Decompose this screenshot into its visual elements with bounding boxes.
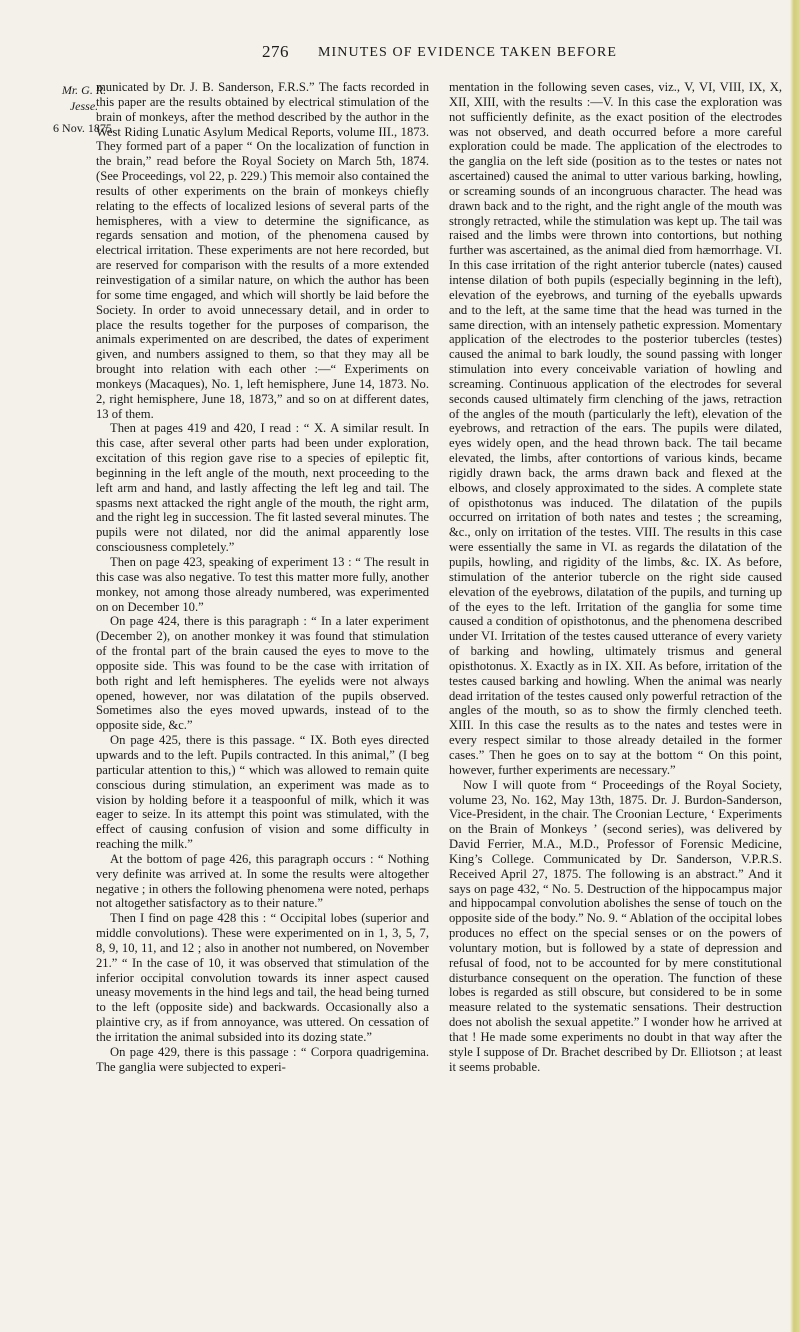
margin-date: 6 Nov. 1875.	[53, 121, 115, 135]
margin-speaker: Mr. G. R. Jesse.	[61, 83, 107, 113]
scan-edge	[790, 0, 800, 1332]
paragraph: municated by Dr. J. B. Sanderson, F.R.S.” The facts recorded in this paper are the results obtained by electrical stimulation of the brain of monkeys, after the method described by the author in the West Riding Lunatic Asylum Medical Reports, volume III., 1873. They formed part of a paper “ On the localization of function in the brain,” read before the Royal Society on March 5th, 1874. (See Proceedings, vol 22, p. 229.) This memoir also contained the results of other experiments on the brain of monkeys chiefly relating to the effects of localized lesions of several parts of the hemispheres, with a view to determine the significance, as regards sensation and motion, of the phenomena caused by electrical irritation. These experiments are not here recorded, but are reserved for comparison with the results of a more extended reinvestigation of a similar nature, on which the author has been for some time engaged, and which will shortly be laid before the Society. In order to avoid unnecessary detail, and in order to place the results together for the purposes of comparison, the animals experimented on are described, the dates of experiment given, and numbers assigned to them, so that they may all be brought into relation with each other :—“ Experiments on monkeys (Macaques), No. 1, left hemisphere, June 14, 1873. No. 2, right hemisphere, June 18, 1873,” and so on at different dates, 13 of them.	[96, 80, 429, 421]
paragraph: Now I will quote from “ Proceedings of the Royal Society, volume 23, No. 162, May 13th, 1875. Dr. J. Burdon-Sanderson, Vice-President, in the chair. The Croonian Lecture, ‘ Experiments on the Brain of Monkeys ’ (second series), was delivered by David Ferrier, M.A., M.D., Professor of Forensic Medicine, King’s College. Communicated by Dr. Sanderson, V.P.R.S. Received April 27, 1875. The following is an abstract.” And it says on page 432, “ No. 5. Destruction of the hippocampus major and hippocampal convolution abolishes the sense of touch on the opposite side of the body.” No. 9. “ Ablation of the occipital lobes produces no effect on the special senses or on the powers of voluntary motion, but is followed by a state of depression and refusal of food, not to be accounted for by mere constitutional disturbance consequent on the operation. The function of these lobes is regarded as still obscure, but considered to be in some measure related to the systematic sensations. Their destruction does not abolish the sexual appetite.” I wonder how he arrived at that ! He made some experiments no doubt in that way after the style I suppose of Dr. Brachet described by Dr. Elliotson ; at least it seems probable.	[449, 777, 782, 1074]
page-number: 276	[262, 42, 289, 61]
paragraph: Then I find on page 428 this : “ Occipital lobes (superior and middle convolutions). These were experimented on in 1, 3, 5, 7, 8, 9, 10, 11, and 12 ; also in another not numbered, on November 21.” “ In the case of 10, it was observed that stimulation of the inferior occipital convolution towards its inner aspect caused uneasy movements in the hind legs and tail, the head being turned to the left (opposite side) and backwards. Occasionally also a plaintive cry, as if from annoyance, was uttered. On cessation of the irritation the animal subsided into its dozing state.”	[96, 911, 429, 1044]
paragraph: mentation in the following seven cases, viz., V, VI, VIII, IX, X, XII, XIII, with the results :—V. In this case the exploration was not sufficiently definite, as the exact position of the electrodes was not observed, and death occurred before a more careful exploration could be made. The application of the electrodes to the ganglia on the left side (position as to the testes or nates not ascertained) caused the animal to utter various barking, howling, or screaming sounds of an incongruous character. The head was drawn back and to the right, and the right angle of the mouth was strongly retracted, while the stimulation was kept up. The tail was raised and the limbs were thrown into contortions, but nothing further was ascertained, as the animal died from hæmorrhage. VI. In this case irritation of the right anterior tubercle (nates) caused intense dilation of both pupils (especially beginning in the left), elevation of the eyebrows, and turning of the eyeballs upwards and to the left, at the same time that the head was turned in the same direction, with an intensely pathetic expression. Momentary application of the electrodes to the posterior tubercles (testes) caused the animal to bark loudly, the sound passing with longer stimulation into every conceivable variation of howling and screaming. Continuous application of the electrodes for several seconds caused ultimately firm clenching of the jaws, retraction of the angles of the mouth (particularly the left), elevation of the eyebrows, and retraction of the ears. The pupils were dilated, eyes widely open, and the head thrown back. The tail became elevated, the limbs, after contortions of various kinds, became rigidly drawn back, the arms drawn back and flexed at the elbows, and closely approximated to the sides. A complete state of opisthotonus was induced. The dilatation of the pupils occurred on irritation of both nates and testes ; the screaming, &c., only on irritation of the testes. VIII. The results in this case were essentially the same in VI. as regards the dilatation of the pupils, howling, and rigidity of the limbs, &c. IX. As before, stimulation of the anterior tubercle on the right side caused elevation of the eyebrows, dilatation of the pupils, and turning up of the eyes to the left. Irritation of the ganglia for some time caused a condition of opisthotonus, and the phenomena described under VI. Irritation of the testes caused utterance of every variety of barking and howling, ultimately trismus and general opisthotonus. X. Exactly as in IX. XII. As before, irritation of the testes caused barking and howling. When the animal was nearly dead irritation of the testes caused only powerful retraction of the angles of the mouth, so as to show the firmly clenched teeth. XIII. In this case the results as to the nates and testes were in every respect similar to those already detailed in the former cases.” Then he goes on to say at the bottom “ On this point, however, further experiments are necessary.”	[449, 80, 782, 777]
paragraph: On page 425, there is this passage. “ IX. Both eyes directed upwards and to the left. Pupils contracted. In this animal,” (I beg particular attention to this,) “ which was allowed to remain quite conscious during stimulation, an experiment was made as to vision by holding before it a teaspoonful of milk, which it was eager to seize. In its attempt this point was stimulated, with the effect of causing confusion of vision and some difficulty in reaching the milk.”	[96, 733, 429, 852]
paragraph: On page 429, there is this passage : “ Corpora quadrigemina. The ganglia were subjected to experi-	[96, 1044, 429, 1074]
left-column	[96, 80, 429, 1075]
paragraph: Then at pages 419 and 420, I read : “ X. A similar result. In this case, after several other parts had been under exploration, excitation of this region gave rise to a species of epileptic fit, beginning in the left angle of the mouth, next proceeding to the left arm and hand, and lastly affecting the left leg and tail. The spasms next attacked the right angle of the mouth, the right arm, and the right leg in succession. The fit lasted several minutes. The pupils were not dilated, nor did the animal apparently lose consciousness completely.”	[96, 421, 429, 555]
paragraph: At the bottom of page 426, this paragraph occurs : “ Nothing very definite was arrived at. In some the results were altogether negative ; in others the following phenomena were noted, perhaps not altogether satisfactory as to their nature.”	[96, 851, 429, 911]
paragraph: On page 424, there is this paragraph : “ In a later experiment (December 2), on another monkey it was found that stimulation of the frontal part of the brain caused the eyes to move to the opposite side. This was found to be the case with irritation of both right and left hemispheres. The eyelids were not always opened, however, nor was dilatation of the pupils observed. Sometimes also the eyes moved upwards, instead of to the opposite side, &c.”	[96, 614, 429, 733]
paragraph: Then on page 423, speaking of experiment 13 : “ The result in this case was also negative. To test this matter more fully, another monkey, not among those already numbered, was experimented on on December 10.”	[96, 555, 429, 614]
page-header	[0, 42, 800, 66]
right-column	[449, 80, 782, 1075]
running-head: MINUTES OF EVIDENCE TAKEN BEFORE	[318, 45, 618, 60]
